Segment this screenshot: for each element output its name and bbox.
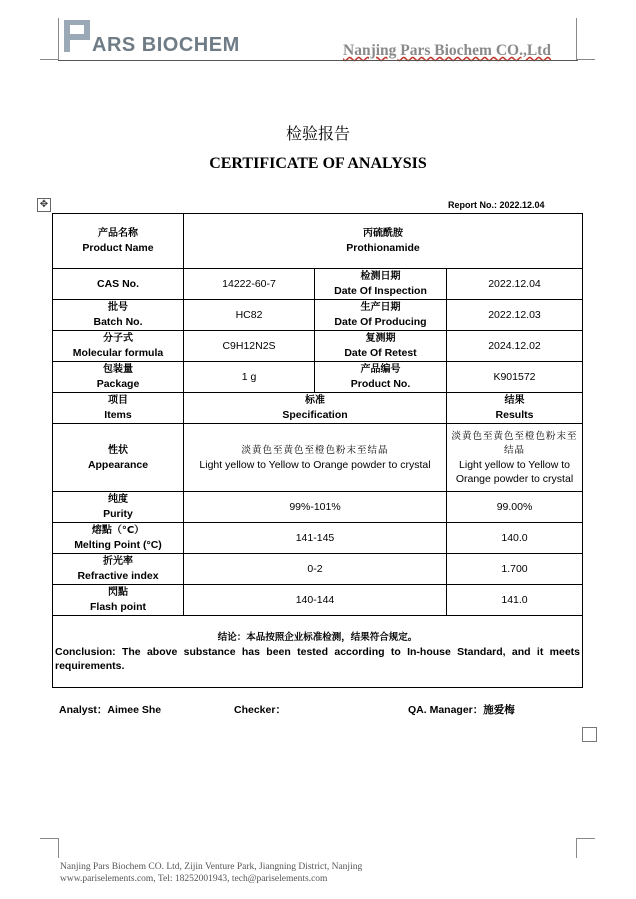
appearance-result: 淡黄色至黄色至橙色粉末至结晶 Light yellow to Yellow to Orange powder to crystal [447, 424, 583, 492]
crop-mark [58, 838, 59, 858]
retest-date-label: 复测期 Date Of Retest [315, 331, 447, 362]
table-row [53, 424, 583, 492]
end-of-table-marker[interactable] [582, 727, 597, 742]
logo-text: ARS BIOCHEM [92, 34, 240, 56]
refractive-index-spec: 0-2 [184, 554, 447, 585]
melting-point-result: 140.0 [447, 523, 583, 554]
product-no-value: K901572 [447, 362, 583, 393]
appearance-spec: 淡黄色至黄色至橙色粉末至结晶 Light yellow to Yellow to Orange powder to crystal [184, 424, 447, 492]
crop-mark [577, 838, 595, 839]
product-name-value: 丙硫酰胺 Prothionamide [184, 214, 583, 269]
flash-point-result: 141.0 [447, 585, 583, 616]
footer-contact: www.pariselements.com, Tel: 18252001943, tech@pariselements.com [60, 874, 328, 884]
analyst-signature: Analyst：Aimee She [59, 704, 162, 716]
package-label: 包装量 Package [53, 362, 184, 393]
specification-header: 标准 Specification [184, 393, 447, 424]
table-row [53, 616, 583, 688]
crop-mark [40, 838, 58, 839]
table-row [53, 393, 583, 424]
crop-mark [58, 18, 59, 60]
package-value: 1 g [184, 362, 315, 393]
purity-label: 纯度 Purity [53, 492, 184, 523]
refractive-index-result: 1.700 [447, 554, 583, 585]
table-move-handle-icon[interactable]: ✥ [37, 198, 51, 212]
cas-label: CAS No. [53, 269, 184, 300]
table-row [53, 492, 583, 523]
purity-result: 99.00% [447, 492, 583, 523]
crop-mark [577, 59, 595, 60]
header-rule [58, 60, 578, 61]
conclusion-cell [53, 616, 583, 688]
results-header: 结果 Results [447, 393, 583, 424]
table-row [53, 331, 583, 362]
cas-value: 14222-60-7 [184, 269, 315, 300]
qa-manager-signature: QA. Manager：施爱梅 [408, 704, 515, 716]
report-number: Report No.: 2022.12.04 [448, 200, 545, 210]
melting-point-spec: 141-145 [184, 523, 447, 554]
table-row [53, 300, 583, 331]
table-row [53, 362, 583, 393]
table-row [53, 554, 583, 585]
producing-date-label: 生产日期 Date Of Producing [315, 300, 447, 331]
company-header: Nanjing Pars Biochem CO.,Ltd [343, 42, 551, 59]
crop-mark [40, 59, 58, 60]
crop-mark [576, 838, 577, 858]
batch-value: HC82 [184, 300, 315, 331]
items-header: 项目 Items [53, 393, 184, 424]
table-row [53, 269, 583, 300]
formula-label: 分子式 Molecular formula [53, 331, 184, 362]
producing-date-value: 2022.12.03 [447, 300, 583, 331]
checker-signature: Checker： [234, 704, 286, 716]
footer-address: Nanjing Pars Biochem CO. Ltd, Zijin Venture Park, Jiangning District, Nanjing [60, 862, 363, 872]
title-chinese: 检验报告 [285, 124, 350, 143]
flash-point-spec: 140-144 [184, 585, 447, 616]
inspection-date-value: 2022.12.04 [447, 269, 583, 300]
flash-point-label: 閃點 Flash point [53, 585, 184, 616]
table-row [53, 585, 583, 616]
retest-date-value: 2024.12.02 [447, 331, 583, 362]
refractive-index-label: 折光率 Refractive index [53, 554, 184, 585]
table-row [53, 214, 583, 269]
melting-point-label: 熔點（°C） Melting Point (°C) [53, 523, 184, 554]
appearance-label: 性状 Appearance [53, 424, 184, 492]
pars-logo-icon [62, 18, 96, 52]
inspection-date-label: 检测日期 Date Of Inspection [315, 269, 447, 300]
table-row [53, 523, 583, 554]
title-english: CERTIFICATE OF ANALYSIS [209, 155, 427, 172]
product-no-label: 产品编号 Product No. [315, 362, 447, 393]
conclusion-chinese: 结论：本品按照企业标准检测，结果符合规定。 [217, 631, 418, 643]
coa-table [52, 213, 583, 688]
crop-mark [576, 18, 577, 60]
formula-value: C9H12N2S [184, 331, 315, 362]
conclusion-english: Conclusion: The above substance has been tested according to In-house Standard, and it meets requirements. [55, 645, 580, 672]
purity-spec: 99%-101% [184, 492, 447, 523]
product-name-label: 产品名称 Product Name [53, 214, 184, 269]
batch-label: 批号 Batch No. [53, 300, 184, 331]
